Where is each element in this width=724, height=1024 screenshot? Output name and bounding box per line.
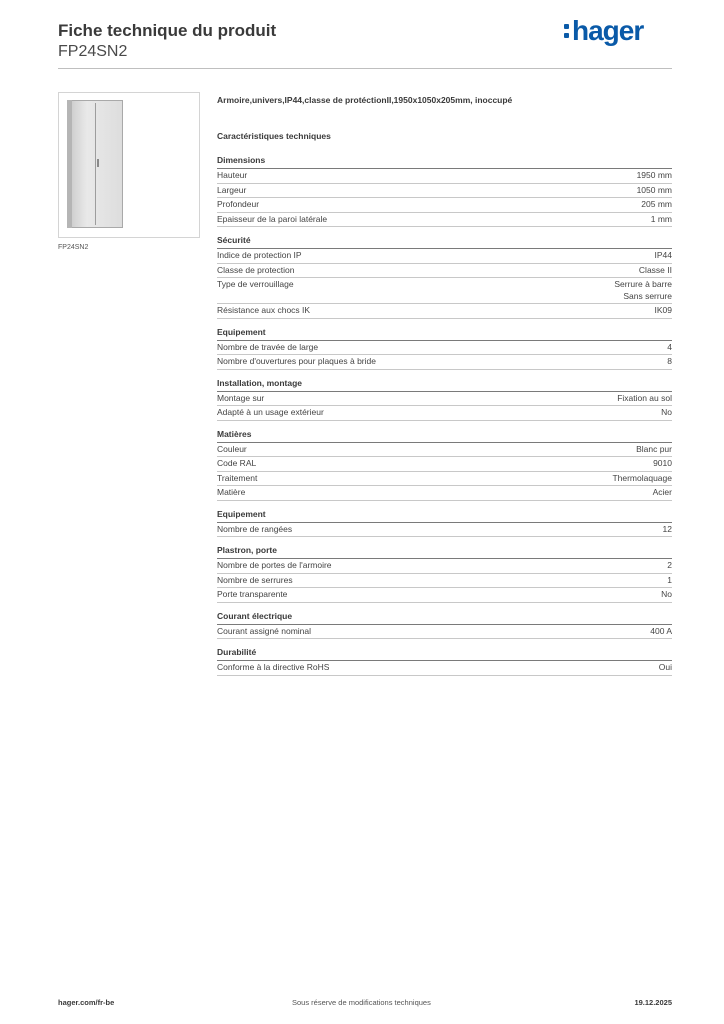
spec-value-line: IK09 — [654, 305, 672, 315]
spec-label: Couleur — [217, 443, 247, 454]
spec-section-title: Equipement — [217, 327, 672, 341]
spec-value-line: No — [661, 407, 672, 417]
spec-value-line: Serrure à barre — [614, 279, 672, 289]
spec-row — [217, 278, 672, 304]
spec-label: Largeur — [217, 184, 247, 195]
spec-row — [217, 457, 672, 472]
spec-row — [217, 355, 672, 370]
logo-text: hager — [572, 15, 644, 46]
spec-section — [217, 429, 672, 501]
spec-value — [637, 170, 672, 182]
spec-value — [639, 265, 672, 277]
spec-section — [217, 509, 672, 538]
spec-value-line: 1050 mm — [636, 184, 672, 195]
spec-label: Résistance aux chocs IK — [217, 305, 311, 315]
spec-value-line: 1 — [667, 574, 672, 585]
spec-value — [655, 250, 673, 262]
spec-value-line: Classe II — [638, 264, 672, 275]
spec-value-line: No — [661, 589, 672, 599]
spec-value-line: 400 A — [650, 625, 672, 636]
product-reference: FP24SN2 — [58, 43, 128, 60]
spec-label: Code RAL — [217, 458, 257, 468]
header-divider — [58, 68, 672, 69]
spec-section — [217, 545, 672, 603]
spec-value — [661, 589, 672, 601]
page-title: Fiche technique du produit — [58, 21, 277, 40]
spec-value — [655, 305, 673, 317]
spec-value-line: Thermolaquage — [612, 472, 672, 483]
spec-value-line: Acier — [652, 487, 672, 497]
spec-value-line: 1 mm — [650, 213, 672, 224]
spec-label: Nombre de travée de large — [217, 341, 319, 352]
spec-row — [217, 198, 672, 213]
spec-row — [217, 184, 672, 199]
spec-value — [667, 575, 672, 587]
spec-section-title: Plastron, porte — [217, 545, 672, 559]
spec-value-line: 4 — [667, 341, 672, 352]
spec-value-line: IP44 — [654, 250, 672, 260]
spec-row — [217, 588, 672, 603]
spec-value — [651, 214, 672, 226]
spec-row — [217, 304, 672, 319]
spec-value-line: 12 — [662, 523, 672, 534]
spec-row — [217, 486, 672, 501]
spec-value — [650, 626, 672, 638]
spec-label: Traitement — [217, 472, 258, 483]
spec-section — [217, 235, 672, 319]
spec-label: Hauteur — [217, 170, 248, 180]
spec-row — [217, 392, 672, 407]
spec-value — [614, 279, 672, 302]
spec-value — [653, 458, 672, 470]
product-image — [58, 92, 200, 238]
spec-value-line: Blanc pur — [636, 443, 672, 454]
spec-label: Type de verrouillage — [217, 279, 294, 289]
spec-section — [217, 647, 672, 676]
spec-label: Epaisseur de la paroi latérale — [217, 213, 328, 224]
spec-row — [217, 443, 672, 458]
spec-sections — [217, 155, 672, 676]
spec-row — [217, 472, 672, 487]
spec-value — [637, 185, 672, 197]
spec-row — [217, 213, 672, 228]
spec-value — [636, 444, 672, 456]
spec-section-title: Courant électrique — [217, 611, 672, 625]
spec-label: Nombre d'ouvertures pour plaques à bride — [217, 356, 376, 366]
spec-label: Classe de protection — [217, 264, 295, 275]
spec-section — [217, 611, 672, 640]
spec-row — [217, 523, 672, 538]
spec-section-title: Matières — [217, 429, 672, 443]
page-header — [58, 20, 276, 62]
spec-label: Porte transparente — [217, 589, 288, 599]
spec-value — [653, 487, 672, 499]
spec-section-title: Sécurité — [217, 235, 672, 249]
spec-section-title: Dimensions — [217, 155, 672, 169]
spec-value — [667, 356, 672, 368]
spec-value — [659, 662, 672, 674]
hager-logo — [564, 14, 654, 48]
spec-label: Courant assigné nominal — [217, 625, 312, 636]
spec-value-line: 1950 mm — [636, 170, 672, 180]
spec-value — [612, 473, 672, 485]
spec-section — [217, 155, 672, 227]
spec-row — [217, 661, 672, 676]
spec-label: Indice de protection IP — [217, 250, 302, 260]
spec-label: Nombre de portes de l'armoire — [217, 560, 332, 570]
product-image-caption: FP24SN2 — [58, 244, 89, 251]
spec-row — [217, 625, 672, 640]
footer-disclaimer: Sous réserve de modifications techniques — [292, 998, 431, 1007]
spec-label: Conforme à la directive RoHS — [217, 662, 330, 672]
spec-label: Profondeur — [217, 199, 260, 209]
spec-value-line: 8 — [667, 356, 672, 366]
spec-row — [217, 406, 672, 421]
tech-characteristics-title: Caractéristiques techniques — [217, 131, 331, 141]
spec-row — [217, 249, 672, 264]
spec-value — [667, 342, 672, 354]
spec-label: Adapté à un usage extérieur — [217, 407, 324, 417]
spec-section-title: Installation, montage — [217, 378, 672, 392]
spec-section-title: Durabilité — [217, 647, 672, 661]
spec-value-line: 9010 — [653, 458, 672, 468]
spec-row — [217, 574, 672, 589]
spec-value — [641, 199, 672, 211]
spec-label: Montage sur — [217, 392, 265, 403]
spec-label: Nombre de rangées — [217, 523, 293, 534]
spec-value-line: Oui — [658, 662, 672, 672]
spec-value — [617, 393, 672, 405]
spec-label: Nombre de serrures — [217, 574, 293, 585]
spec-row — [217, 341, 672, 356]
spec-value — [661, 407, 672, 419]
spec-value-line: Sans serrure — [623, 290, 672, 301]
spec-value-line: Fixation au sol — [617, 392, 672, 403]
footer-date: 19.12.2025 — [634, 998, 672, 1007]
spec-section — [217, 378, 672, 421]
spec-row — [217, 169, 672, 184]
spec-section-title: Equipement — [217, 509, 672, 523]
spec-label: Matière — [217, 487, 246, 497]
spec-value-line: 205 mm — [641, 199, 672, 209]
product-description: Armoire,univers,IP44,classe de protéctionII,1950x1050x205mm, inoccupé — [217, 95, 513, 105]
spec-row — [217, 559, 672, 574]
spec-section — [217, 327, 672, 370]
footer-website: hager.com/fr-be — [58, 998, 115, 1007]
spec-value — [663, 524, 672, 536]
cabinet-illustration-icon — [67, 100, 123, 228]
spec-row — [217, 264, 672, 279]
spec-content — [217, 95, 672, 684]
logo-dots-icon — [564, 24, 569, 38]
spec-value-line: 2 — [667, 560, 672, 570]
spec-value — [667, 560, 672, 572]
